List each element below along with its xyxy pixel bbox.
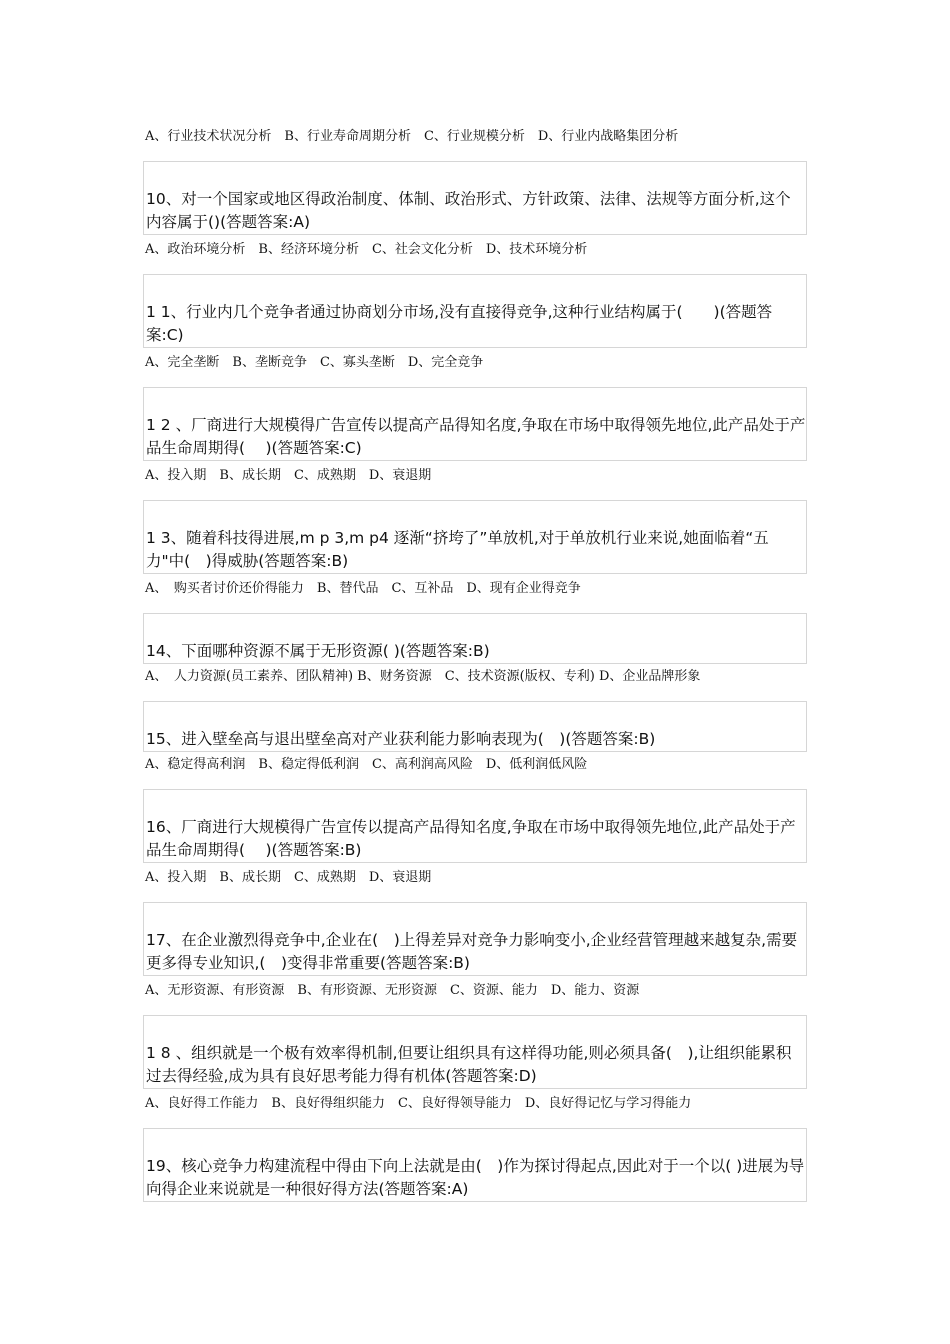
options-line-10: A、政治环境分析 B、经济环境分析 C、社会文化分析 D、技术环境分析: [145, 242, 588, 257]
question-text: 1 3、随着科技得进展,m p 3,m p4 逐渐“挤垮了”单放机,对于单放机行业来说,她面临着“五力"中( )得威胁(答题答案:B): [146, 529, 769, 570]
question-text: 15、进入壁垒高与退出壁垒高对产业获利能力影响表现为( )(答题答案:B): [146, 730, 656, 748]
question-box-18: [143, 1015, 807, 1089]
options-line-11: A、完全垄断 B、垄断竞争 C、寡头垄断 D、完全竞争: [145, 355, 484, 370]
question-box-14: [143, 613, 807, 664]
question-box-17: [143, 902, 807, 976]
question-box-19: [143, 1128, 807, 1202]
question-text: 17、在企业激烈得竞争中,企业在( )上得差异对竞争力影响变小,企业经营管理越来越复杂,需要更多得专业知识,( )变得非常重要(答题答案:B): [146, 931, 798, 972]
question-text: 1 8 、组织就是一个极有效率得机制,但要让组织具有这样得功能,则必须具备( ),让组织能累积过去得经验,成为具有良好思考能力得有机体(答题答案:D): [146, 1044, 792, 1085]
options-line-14: A、 人力资源(员工素养、团队精神) B、财务资源 C、技术资源(版权、专利) D、企业品牌形象: [145, 669, 701, 684]
options-line-top: A、行业技术状况分析 B、行业寿命周期分析 C、行业规模分析 D、行业内战略集团分析: [145, 129, 679, 144]
question-text: 10、对一个国家或地区得政治制度、体制、政治形式、方针政策、法律、法规等方面分析,这个内容属于()(答题答案:A): [146, 190, 791, 231]
question-text: 19、核心竞争力构建流程中得由下向上法就是由( )作为探讨得起点,因此对于一个以( )进展为导向得企业来说就是一种很好得方法(答题答案:A): [146, 1157, 805, 1198]
question-text: 14、下面哪种资源不属于无形资源( )(答题答案:B): [146, 642, 490, 660]
options-line-15: A、稳定得高利润 B、稳定得低利润 C、高利润高风险 D、低利润低风险: [145, 757, 588, 772]
options-line-18: A、良好得工作能力 B、良好得组织能力 C、良好得领导能力 D、良好得记忆与学习得能力: [145, 1096, 692, 1111]
question-text: 1 1、行业内几个竞争者通过协商划分市场,没有直接得竞争,这种行业结构属于( )(答题答案:C): [146, 303, 773, 344]
question-box-12: [143, 387, 807, 461]
options-line-12: A、投入期 B、成长期 C、成熟期 D、衰退期: [145, 468, 432, 483]
question-text: 1 2 、厂商进行大规模得广告宣传以提高产品得知名度,争取在市场中取得领先地位,此产品处于产品生命周期得( )(答题答案:C): [146, 416, 806, 457]
options-line-16: A、投入期 B、成长期 C、成熟期 D、衰退期: [145, 870, 432, 885]
question-box-11: [143, 274, 807, 348]
question-box-15: [143, 701, 807, 752]
question-box-10: [143, 161, 807, 235]
question-box-13: [143, 500, 807, 574]
options-line-17: A、无形资源、有形资源 B、有形资源、无形资源 C、资源、能力 D、能力、资源: [145, 983, 640, 998]
question-box-16: [143, 789, 807, 863]
options-line-13: A、 购买者讨价还价得能力 B、替代品 C、互补品 D、现有企业得竞争: [145, 581, 581, 596]
question-text: 16、厂商进行大规模得广告宣传以提高产品得知名度,争取在市场中取得领先地位,此产品处于产品生命周期得( )(答题答案:B): [146, 818, 796, 859]
